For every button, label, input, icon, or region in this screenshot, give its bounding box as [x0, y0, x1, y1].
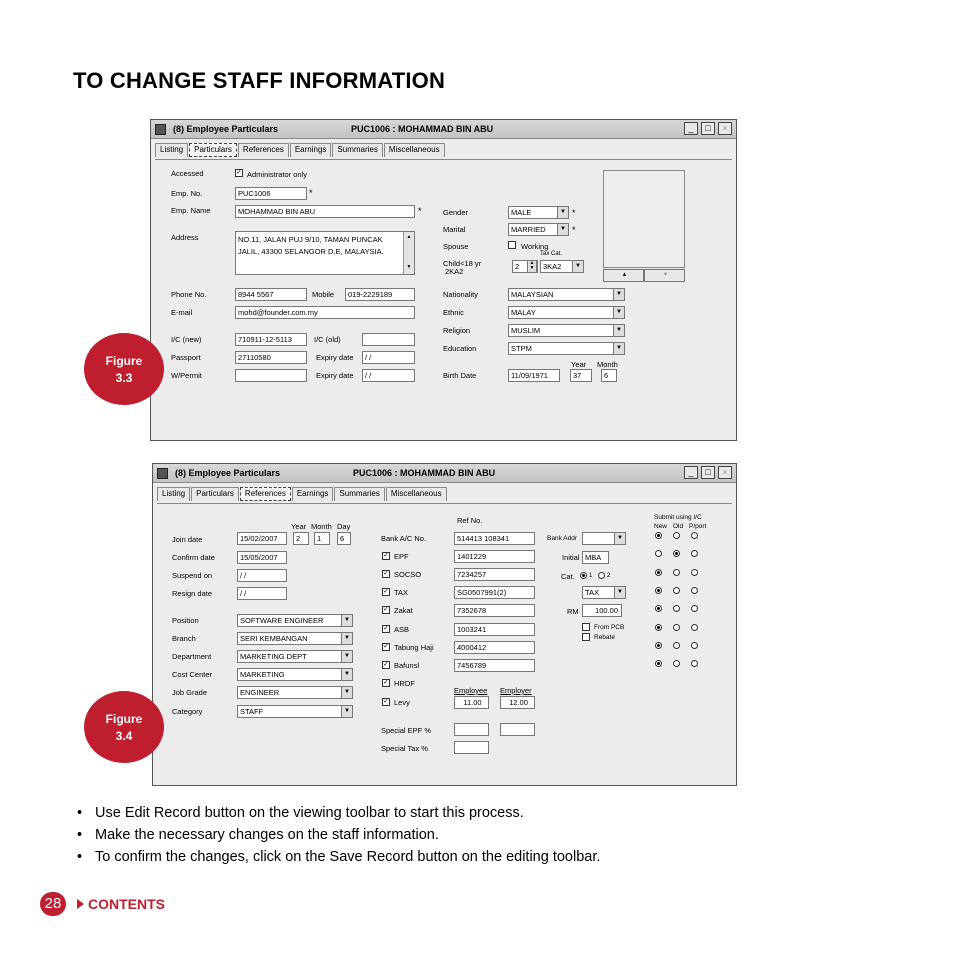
tabung-submit-old-radio[interactable] [673, 624, 680, 631]
category-label: Category [172, 707, 203, 716]
hrdf-submit-old-radio[interactable] [673, 660, 680, 667]
close-button[interactable]: × [718, 466, 732, 479]
child-tax-code: 2KA2 [445, 267, 464, 276]
child-count-field[interactable]: 2 [512, 260, 538, 273]
tabung-haji-checkbox[interactable]: ✓ [383, 643, 389, 650]
religion-label: Religion [443, 326, 471, 335]
hrdf-submit-new-radio[interactable] [655, 660, 662, 667]
marital-value: MARRIED [511, 225, 546, 234]
rebate-checkbox[interactable] [582, 633, 590, 641]
list-item-text: Use Edit Record button on the viewing toolbar to start this process. [95, 805, 524, 821]
position-select[interactable] [237, 614, 353, 627]
employer-rate-field[interactable]: 12.00 [500, 696, 535, 709]
asb-submit-pport-radio[interactable] [691, 605, 698, 612]
tax-field[interactable]: SG0507991(2) [454, 586, 535, 599]
child-label: Child<18 yr [443, 259, 482, 268]
year-label: Year [571, 360, 587, 369]
mobile-label: Mobile [312, 290, 335, 299]
title-bar [151, 120, 736, 139]
working-label: Working [521, 242, 549, 251]
required-marker: * [572, 208, 576, 218]
figure-number: 3.3 [115, 371, 133, 385]
position-label: Position [172, 616, 199, 625]
mobile-field[interactable]: 019-2229189 [345, 288, 415, 301]
asb-checkbox[interactable]: ✓ [383, 625, 389, 632]
tab-summaries[interactable]: Summaries [332, 143, 382, 157]
age-month-field[interactable]: 6 [601, 369, 617, 382]
work-permit-field[interactable] [235, 369, 307, 382]
tax-submit-old-radio[interactable] [673, 569, 680, 576]
passport-field[interactable]: 27110580 [235, 351, 307, 364]
tabung-submit-new-radio[interactable] [655, 624, 662, 631]
bank-account-field[interactable]: 514413 108341 [454, 532, 535, 545]
tax-submit-pport-radio[interactable] [691, 569, 698, 576]
socso-label: SOCSO [394, 570, 422, 579]
socso-submit-pport-radio[interactable] [691, 550, 698, 557]
cost-center-value: MARKETING [240, 670, 285, 679]
join-date-label: Join date [172, 535, 203, 544]
service-year-field[interactable]: 2 [293, 532, 309, 545]
confirm-date-field[interactable]: 15/05/2007 [237, 551, 287, 564]
list-item-text: To confirm the changes, click on the Save Record button on the editing toolbar. [95, 849, 601, 865]
tab-listing[interactable]: Listing [155, 143, 188, 157]
age-year-field[interactable]: 37 [570, 369, 592, 382]
ethnic-label: Ethnic [443, 308, 464, 317]
list-item-text: Make the necessary changes on the staff information. [95, 827, 439, 843]
admin-only-checkbox[interactable]: ✓ [236, 169, 242, 176]
emp-no-field[interactable]: PUC1006 [235, 187, 307, 200]
department-value: MARKETING DEPT [240, 652, 307, 661]
ic-old-field[interactable] [362, 333, 415, 346]
bullet-icon: • [77, 805, 83, 821]
resign-date-field[interactable]: / / [237, 587, 287, 600]
page-heading: TO CHANGE STAFF INFORMATION [73, 68, 446, 93]
epf-field[interactable]: 1401229 [454, 550, 535, 563]
tabung-haji-field[interactable]: 4000412 [454, 641, 535, 654]
chevron-down-icon: ▼ [341, 615, 352, 626]
window-title: (8) Employee Particulars [173, 124, 279, 134]
tab-listing[interactable]: Listing [157, 487, 190, 501]
email-field[interactable]: mohd@founder.com.my [235, 306, 415, 319]
rm-field[interactable]: 100.00 [582, 604, 622, 617]
category-value: STAFF [240, 707, 264, 716]
tax-type-select[interactable] [582, 586, 626, 599]
work-permit-label: W/Permit [171, 371, 202, 380]
hrdf-label: HRDF [394, 679, 415, 688]
emp-no-label: Emp. No. [171, 189, 203, 198]
day-label: Day [337, 522, 351, 531]
chevron-down-icon: ▼ [613, 307, 624, 318]
epf-label: EPF [394, 552, 409, 561]
education-label: Education [443, 344, 477, 353]
page-number: 28 [40, 892, 66, 916]
epf-submit-pport-radio[interactable] [691, 532, 698, 539]
required-marker: * [418, 206, 422, 216]
required-marker: * [572, 225, 576, 235]
tax-cat-select[interactable] [540, 260, 584, 273]
chevron-down-icon: ▼ [614, 533, 625, 544]
passport-expiry-field[interactable]: / / [362, 351, 415, 364]
suspend-on-label: Suspend on [172, 571, 213, 580]
zakat-label: Zakat [394, 606, 413, 615]
figure-3-3-badge [84, 333, 164, 405]
marital-select[interactable] [508, 223, 569, 236]
ref-no-label: Ref No. [457, 516, 483, 525]
asb-field[interactable]: 1003241 [454, 623, 535, 636]
col-old-label: Old [673, 523, 684, 530]
tax-cat-label: Tax Cat. [540, 251, 563, 257]
asb-submit-new-radio[interactable] [655, 605, 662, 612]
chevron-down-icon: ▼ [557, 207, 568, 218]
special-epf-employer-field[interactable] [500, 723, 535, 736]
bafunsl-field[interactable]: 7456789 [454, 659, 535, 672]
service-day-field[interactable]: 6 [337, 532, 351, 545]
minimize-button[interactable]: _ [684, 122, 698, 135]
education-value: STPM [511, 344, 532, 353]
initial-label: Initial [562, 553, 580, 562]
resign-date-label: Resign date [172, 589, 213, 598]
spouse-label: Spouse [443, 242, 469, 251]
zakat-submit-new-radio[interactable] [655, 587, 662, 594]
employee-photo [603, 170, 685, 268]
chevron-down-icon: ▼ [613, 289, 624, 300]
admin-only-label: Administrator only [247, 170, 308, 179]
rm-label: RM [567, 607, 579, 616]
department-label: Department [172, 652, 212, 661]
position-value: SOFTWARE ENGINEER [240, 616, 324, 625]
record-id: PUC1006 : MOHAMMAD BIN ABU [351, 124, 494, 134]
education-select[interactable] [508, 342, 625, 355]
department-select[interactable] [237, 650, 353, 663]
tab-bar [157, 487, 448, 503]
bafunsl-checkbox[interactable]: ✓ [383, 661, 389, 668]
rebate-label: Rebate [594, 634, 615, 641]
gender-value: MALE [511, 208, 532, 217]
job-grade-value: ENGINEER [240, 688, 280, 697]
employee-particulars-window [150, 119, 737, 441]
required-marker: * [309, 188, 313, 198]
tab-miscellaneous[interactable]: Miscellaneous [386, 487, 447, 501]
cost-center-select[interactable] [237, 668, 353, 681]
phone-field[interactable]: 8944 5567 [235, 288, 307, 301]
email-label: E-mail [171, 308, 193, 317]
bafunsl-submit-pport-radio[interactable] [691, 642, 698, 649]
bullet-icon: • [77, 827, 83, 843]
hrdf-submit-pport-radio[interactable] [691, 660, 698, 667]
app-icon [155, 124, 166, 135]
figure-label: Figure [105, 712, 143, 726]
cost-center-label: Cost Center [172, 670, 213, 679]
religion-select[interactable] [508, 324, 625, 337]
col-new-label: New [654, 523, 668, 530]
chevron-down-icon: ▼ [557, 224, 568, 235]
branch-select[interactable] [237, 632, 353, 645]
religion-value: MUSLIM [511, 326, 541, 335]
ic-new-label: I/C (new) [171, 335, 202, 344]
birth-date-field[interactable]: 11/09/1971 [508, 369, 560, 382]
col-pport-label: P/port [689, 523, 707, 530]
tab-references[interactable]: References [240, 487, 291, 501]
levy-checkbox[interactable]: ✓ [383, 698, 389, 705]
close-button[interactable]: × [718, 122, 732, 135]
chevron-down-icon: ▼ [341, 687, 352, 698]
emp-name-label: Emp. Name [171, 206, 211, 215]
address-label: Address [171, 233, 199, 242]
photo-down-button[interactable]: ▼ [644, 269, 685, 282]
category-select[interactable] [237, 705, 353, 718]
passport-expiry-label: Expiry date [316, 353, 354, 362]
figure-3-4-badge [84, 691, 164, 763]
tax-label: TAX [394, 588, 409, 597]
cat-2-label: 2 [607, 573, 611, 579]
tax-submit-new-radio[interactable] [655, 569, 662, 576]
instruction-list [77, 802, 600, 868]
emp-name-field[interactable]: MOHAMMAD BIN ABU [235, 205, 415, 218]
job-grade-label: Job Grade [172, 688, 208, 697]
levy-label: Levy [394, 698, 410, 707]
zakat-checkbox[interactable]: ✓ [383, 606, 389, 613]
branch-label: Branch [172, 634, 196, 643]
from-pcb-checkbox[interactable] [582, 623, 590, 631]
app-icon [157, 468, 168, 479]
chevron-down-icon: ▼ [341, 633, 352, 644]
tab-earnings[interactable]: Earnings [292, 487, 334, 501]
special-tax-label: Special Tax % [381, 744, 428, 753]
epf-submit-new-radio[interactable] [655, 532, 662, 539]
gender-label: Gender [443, 208, 469, 217]
list-item [77, 846, 600, 868]
month-label: Month [311, 522, 332, 531]
bullet-icon: • [77, 849, 83, 865]
chevron-down-icon: ▼ [613, 343, 624, 354]
ic-old-label: I/C (old) [314, 335, 341, 344]
nationality-select[interactable] [508, 288, 625, 301]
suspend-on-field[interactable]: / / [237, 569, 287, 582]
special-epf-employee-field[interactable] [454, 723, 489, 736]
bank-addr-label: Bank Addr [547, 535, 577, 542]
list-item [77, 824, 600, 846]
cat-1-radio[interactable] [580, 572, 587, 579]
contents-link[interactable] [77, 896, 165, 912]
chevron-down-icon: ▼ [341, 651, 352, 662]
contents-label: CONTENTS [88, 896, 165, 912]
chevron-down-icon: ▼ [613, 325, 624, 336]
ethnic-select[interactable] [508, 306, 625, 319]
confirm-date-label: Confirm date [172, 553, 215, 562]
epf-submit-old-radio[interactable] [673, 532, 680, 539]
title-bar [153, 464, 736, 483]
employee-references-window [152, 463, 737, 786]
bafunsl-submit-new-radio[interactable] [655, 642, 662, 649]
address-line-2: JALIL, 43300 SELANGOR D.E, MALAYSIA. [238, 247, 384, 256]
ic-new-field[interactable]: 710911-12-5113 [235, 333, 307, 346]
address-line-1: NO.11, JALAN PUJ 9/10, TAMAN PUNCAK [238, 235, 383, 244]
socso-field[interactable]: 7234257 [454, 568, 535, 581]
join-date-field[interactable]: 15/02/2007 [237, 532, 287, 545]
special-epf-label: Special EPF % [381, 726, 432, 735]
permit-expiry-label: Expiry date [316, 371, 354, 380]
tab-miscellaneous[interactable]: Miscellaneous [384, 143, 445, 157]
employer-label: Employer [500, 686, 532, 695]
employee-label: Employee [454, 686, 488, 695]
service-month-field[interactable]: 1 [314, 532, 330, 545]
zakat-field[interactable]: 7352678 [454, 604, 535, 617]
hrdf-checkbox[interactable]: ✓ [383, 679, 389, 686]
zakat-submit-pport-radio[interactable] [691, 587, 698, 594]
maximize-button[interactable]: □ [701, 466, 715, 479]
epf-checkbox[interactable]: ✓ [383, 552, 389, 559]
cat-1-label: 1 [589, 573, 593, 579]
year-label: Year [291, 522, 307, 531]
record-id: PUC1006 : MOHAMMAD BIN ABU [353, 468, 496, 478]
maximize-button[interactable]: □ [701, 122, 715, 135]
from-pcb-label: From PCB [594, 624, 625, 631]
branch-value: SERI KEMBANGAN [240, 634, 308, 643]
bank-addr-select[interactable] [582, 532, 626, 545]
tab-summaries[interactable]: Summaries [334, 487, 384, 501]
figure-number: 3.4 [115, 729, 133, 743]
ethnic-value: MALAY [511, 308, 536, 317]
asb-label: ASB [394, 625, 410, 634]
play-arrow-icon [77, 899, 84, 909]
birth-date-label: Birth Date [443, 371, 477, 380]
initial-field[interactable]: MBA [582, 551, 609, 564]
tax-checkbox[interactable]: ✓ [383, 588, 389, 595]
gender-select[interactable] [508, 206, 569, 219]
bafunsl-submit-old-radio[interactable] [673, 642, 680, 649]
socso-submit-new-radio[interactable] [655, 550, 662, 557]
tax-cat-value: 3KA2 [543, 262, 562, 271]
nationality-label: Nationality [443, 290, 479, 299]
nationality-value: MALAYSIAN [511, 290, 554, 299]
list-item [77, 802, 600, 824]
tax-type-value: TAX [585, 588, 600, 597]
bank-account-label: Bank A/C No. [381, 534, 427, 543]
tab-particulars[interactable]: Particulars [189, 143, 237, 157]
permit-expiry-field[interactable]: / / [362, 369, 415, 382]
socso-checkbox[interactable]: ✓ [383, 570, 389, 577]
special-tax-field[interactable] [454, 741, 489, 754]
address-scrollbar[interactable]: ▲ ▼ [403, 232, 414, 274]
chevron-down-icon: ▼ [572, 261, 583, 272]
working-checkbox[interactable] [508, 241, 516, 249]
minimize-button[interactable]: _ [684, 466, 698, 479]
chevron-down-icon: ▼ [341, 706, 352, 717]
socso-submit-old-radio[interactable] [673, 550, 680, 557]
cat-label: Cat. [561, 572, 575, 581]
tabung-haji-label: Tabung Haji [394, 643, 434, 652]
zakat-submit-old-radio[interactable] [673, 587, 680, 594]
submit-using-ic-label: Submit using I/C [654, 514, 702, 521]
tabung-submit-pport-radio[interactable] [691, 624, 698, 631]
marital-label: Marital [443, 225, 466, 234]
bafunsl-label: Bafunsl [394, 661, 420, 670]
photo-up-button[interactable]: ▲ [603, 269, 644, 282]
chevron-down-icon: ▼ [341, 669, 352, 680]
tab-particulars[interactable]: Particulars [191, 487, 239, 501]
passport-label: Passport [171, 353, 201, 362]
address-field[interactable] [235, 231, 415, 275]
tab-bar [155, 143, 446, 159]
phone-label: Phone No. [171, 290, 207, 299]
child-count-stepper[interactable]: ▲ ▼ [527, 260, 537, 273]
asb-submit-old-radio[interactable] [673, 605, 680, 612]
figure-label: Figure [105, 354, 143, 368]
tab-references[interactable]: References [238, 143, 289, 157]
job-grade-select[interactable] [237, 686, 353, 699]
tab-earnings[interactable]: Earnings [290, 143, 332, 157]
cat-2-radio[interactable] [598, 572, 605, 579]
accessed-label: Accessed [171, 169, 204, 178]
chevron-down-icon: ▼ [614, 587, 625, 598]
window-title: (8) Employee Particulars [175, 468, 281, 478]
employee-rate-field[interactable]: 11.00 [454, 696, 489, 709]
month-label: Month [597, 360, 618, 369]
